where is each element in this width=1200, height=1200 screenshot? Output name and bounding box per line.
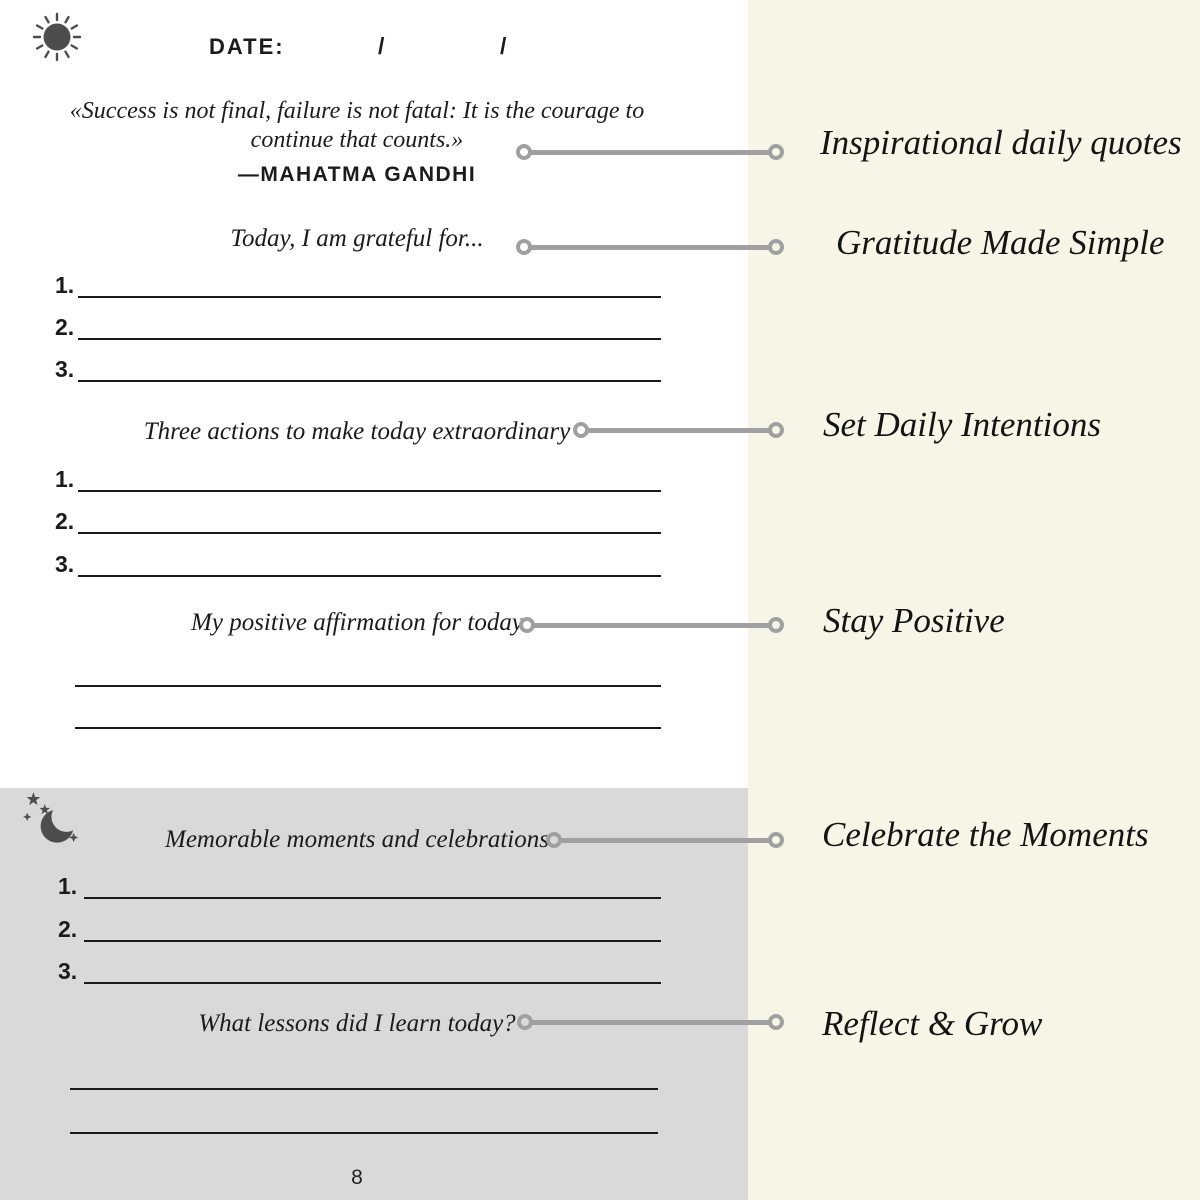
connector-line xyxy=(530,1020,771,1025)
lessons-prompt: What lessons did I learn today? xyxy=(198,1010,516,1037)
callout-connector xyxy=(516,144,784,160)
connector-endpoint-icon xyxy=(768,832,784,848)
connector-line xyxy=(532,623,771,628)
quote-attribution: —MAHATMA GANDHI xyxy=(237,163,477,186)
write-line xyxy=(75,685,661,687)
callout-label-gratitude: Gratitude Made Simple xyxy=(836,223,1165,262)
write-line xyxy=(84,940,661,942)
row-number: 3. xyxy=(55,551,75,577)
callout-connector xyxy=(519,617,784,633)
connector-line xyxy=(586,428,771,433)
write-line xyxy=(84,982,661,984)
row-number: 3. xyxy=(55,356,75,382)
connector-endpoint-icon xyxy=(768,239,784,255)
connector-endpoint-icon xyxy=(768,144,784,160)
write-line xyxy=(78,380,661,382)
callout-connector xyxy=(546,832,784,848)
affirmation-prompt: My positive affirmation for today xyxy=(191,609,523,636)
connector-endpoint-icon xyxy=(768,617,784,633)
gratitude-prompt: Today, I am grateful for... xyxy=(230,225,484,252)
callout-connector xyxy=(573,422,784,438)
row-number: 2. xyxy=(58,916,78,942)
row-number: 2. xyxy=(55,508,75,534)
callout-connector xyxy=(517,1014,784,1030)
date-slash: / xyxy=(378,33,385,59)
write-line xyxy=(78,490,661,492)
row-number: 1. xyxy=(55,466,75,492)
callout-label-quotes: Inspirational daily quotes xyxy=(820,123,1182,162)
connector-endpoint-icon xyxy=(768,422,784,438)
actions-prompt: Three actions to make today extraordinary xyxy=(143,418,571,445)
callout-connector xyxy=(516,239,784,255)
row-number: 1. xyxy=(58,873,78,899)
callout-label-intentions: Set Daily Intentions xyxy=(823,405,1102,444)
date-label: DATE: xyxy=(209,34,285,59)
connector-line xyxy=(529,245,771,250)
callout-label-reflect: Reflect & Grow xyxy=(822,1004,1043,1043)
moments-prompt: Memorable moments and celebrations xyxy=(165,826,549,853)
write-line xyxy=(78,296,661,298)
connector-endpoint-icon xyxy=(768,1014,784,1030)
daily-quote: «Success is not final, failure is not fatal: It is the courage to continue that counts.» xyxy=(69,98,645,153)
connector-line xyxy=(559,838,771,843)
write-line xyxy=(75,727,661,729)
write-line xyxy=(70,1132,658,1134)
sun-icon xyxy=(30,10,84,64)
connector-line xyxy=(529,150,771,155)
write-line xyxy=(84,897,661,899)
row-number: 1. xyxy=(55,272,75,298)
row-number: 2. xyxy=(55,314,75,340)
write-line xyxy=(78,575,661,577)
write-line xyxy=(70,1088,658,1090)
callout-label-positive: Stay Positive xyxy=(823,601,1005,640)
date-slash: / xyxy=(500,33,507,59)
write-line xyxy=(78,338,661,340)
row-number: 3. xyxy=(58,958,78,984)
page-number: 8 xyxy=(351,1166,363,1189)
callout-label-celebrate: Celebrate the Moments xyxy=(822,815,1149,854)
write-line xyxy=(78,532,661,534)
